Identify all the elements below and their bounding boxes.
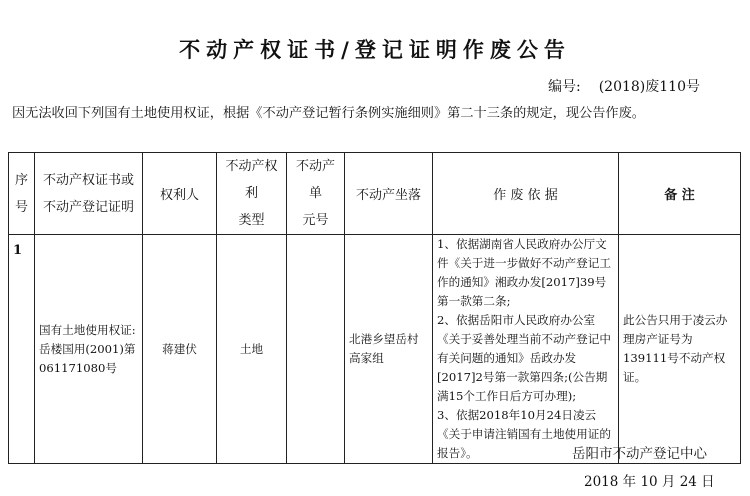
basis-item: 3、依据2018年10月24日凌云《关于申请注销国有土地使用证的报告》。: [437, 408, 611, 460]
cell-type: 土地: [217, 235, 287, 464]
cell-unit: [287, 235, 345, 464]
issuing-org: 岳阳市不动产登记中心: [572, 446, 707, 462]
header-unit: 不动产单 元号: [287, 153, 345, 235]
header-type: 不动产权利 类型: [217, 153, 287, 235]
page-title: 不动产权证书/登记证明作废公告: [179, 37, 571, 62]
header-seq: 序 号: [9, 153, 35, 235]
doc-number-label: 编号:: [548, 79, 581, 95]
cell-location: 北港乡望岳村高家组: [345, 235, 433, 464]
doc-number-value: (2018)废110号: [598, 79, 700, 95]
cell-cert: 国有土地使用权证:岳楼国用(2001)第061171080号: [35, 235, 143, 464]
cell-seq: 1: [9, 235, 35, 464]
header-location: 不动产坐落: [345, 153, 433, 235]
header-basis: 作 废 依 据: [433, 153, 619, 235]
basis-item: 1、依据湖南省人民政府办公厅文件《关于进一步做好不动产登记工作的通知》湘政办发[2017]39号第一款第二条;: [437, 237, 611, 308]
header-cert: 不动产权证书或 不动产登记证明: [35, 153, 143, 235]
cell-holder: 蒋建伏: [143, 235, 217, 464]
table-row: [9, 235, 741, 464]
basis-item: 2、依据岳阳市人民政府办公室《关于妥善处理当前不动产登记中有关问题的通知》岳政办发[2017]2号第一款第四条;(公告期满15个工作日后方可办理);: [437, 313, 611, 403]
header-remark: 备 注: [619, 153, 741, 235]
issue-date: 2018 年 10 月 24 日: [584, 474, 715, 490]
doc-number: [548, 76, 700, 96]
header-holder: 权利人: [143, 153, 217, 235]
cell-basis: [433, 235, 619, 464]
intro-paragraph: 因无法收回下列国有土地使用权证，根据《不动产登记暂行条例实施细则》第二十三条的规定，现公告作废。: [12, 106, 645, 121]
table-header-row: [9, 153, 741, 235]
cell-remark: 此公告只用于凌云办理房产证号为139111号不动产权证。: [619, 235, 741, 464]
void-notice-table: [8, 152, 741, 464]
